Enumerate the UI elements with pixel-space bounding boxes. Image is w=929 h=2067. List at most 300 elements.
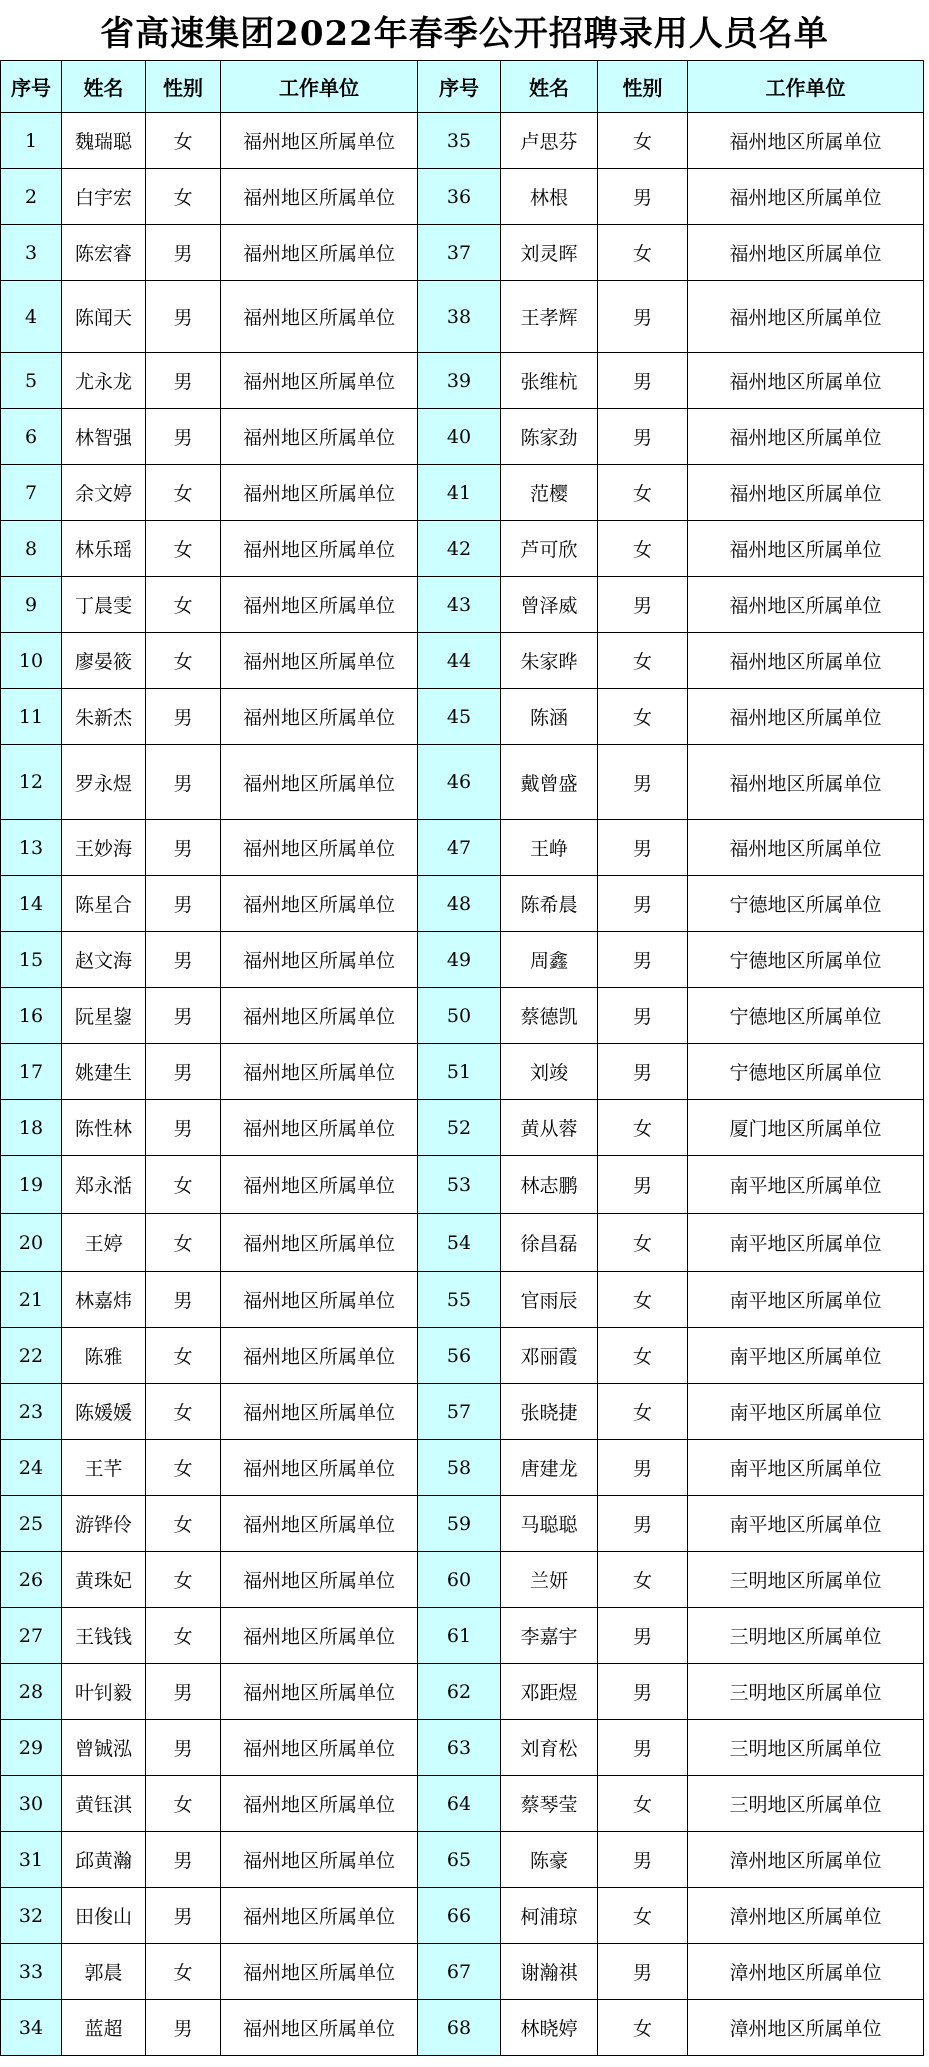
- name-cell-left: 郑永湉: [62, 1156, 146, 1214]
- unit-cell-right: 福州地区所属单位: [688, 281, 924, 353]
- seq-cell-left: 18: [1, 1100, 62, 1156]
- seq-cell-right: 41: [418, 465, 501, 521]
- name-cell-left: 陈性林: [62, 1100, 146, 1156]
- name-cell-right: 芦可欣: [501, 521, 598, 577]
- seq-cell-left: 32: [1, 1888, 62, 1944]
- unit-cell-right: 三明地区所属单位: [688, 1720, 924, 1776]
- seq-cell-left: 21: [1, 1272, 62, 1328]
- unit-cell-right: 漳州地区所属单位: [688, 1832, 924, 1888]
- sex-cell-right: 男: [598, 1156, 688, 1214]
- unit-cell-right: 南平地区所属单位: [688, 1214, 924, 1272]
- name-cell-right: 周鑫: [501, 932, 598, 988]
- name-cell-right: 张晓捷: [501, 1384, 598, 1440]
- sex-cell-right: 男: [598, 932, 688, 988]
- table-row: [1, 1552, 924, 1608]
- name-cell-right: 陈家劲: [501, 409, 598, 465]
- unit-cell-left: 福州地区所属单位: [221, 409, 418, 465]
- unit-cell-left: 福州地区所属单位: [221, 1272, 418, 1328]
- seq-cell-right: 39: [418, 353, 501, 409]
- seq-cell-right: 36: [418, 169, 501, 225]
- sex-cell-right: 男: [598, 1832, 688, 1888]
- sex-cell-right: 女: [598, 521, 688, 577]
- unit-cell-right: 福州地区所属单位: [688, 745, 924, 820]
- table-header-row: [1, 61, 924, 113]
- unit-cell-left: 福州地区所属单位: [221, 745, 418, 820]
- unit-cell-right: 福州地区所属单位: [688, 409, 924, 465]
- seq-cell-left: 8: [1, 521, 62, 577]
- sex-cell-left: 女: [146, 1440, 221, 1496]
- sex-cell-right: 男: [598, 1664, 688, 1720]
- seq-cell-left: 25: [1, 1496, 62, 1552]
- sex-cell-left: 男: [146, 1044, 221, 1100]
- table-row: [1, 1044, 924, 1100]
- unit-cell-left: 福州地区所属单位: [221, 1552, 418, 1608]
- unit-cell-right: 福州地区所属单位: [688, 577, 924, 633]
- sex-cell-right: 女: [598, 1328, 688, 1384]
- header-sex-right: 性别: [598, 61, 688, 113]
- name-cell-right: 张维杭: [501, 353, 598, 409]
- unit-cell-left: 福州地区所属单位: [221, 225, 418, 281]
- name-cell-right: 陈豪: [501, 1832, 598, 1888]
- name-cell-right: 刘竣: [501, 1044, 598, 1100]
- name-cell-right: 蔡琴莹: [501, 1776, 598, 1832]
- table-row: [1, 409, 924, 465]
- sex-cell-right: 女: [598, 633, 688, 689]
- unit-cell-right: 福州地区所属单位: [688, 169, 924, 225]
- unit-cell-left: 福州地区所属单位: [221, 1888, 418, 1944]
- unit-cell-left: 福州地区所属单位: [221, 521, 418, 577]
- name-cell-right: 马聪聪: [501, 1496, 598, 1552]
- table-row: [1, 988, 924, 1044]
- unit-cell-right: 漳州地区所属单位: [688, 1944, 924, 2000]
- sex-cell-left: 女: [146, 1776, 221, 1832]
- table-row: [1, 113, 924, 169]
- header-name-left: 姓名: [62, 61, 146, 113]
- name-cell-left: 魏瑞聪: [62, 113, 146, 169]
- unit-cell-left: 福州地区所属单位: [221, 281, 418, 353]
- sex-cell-left: 男: [146, 1272, 221, 1328]
- seq-cell-right: 62: [418, 1664, 501, 1720]
- sex-cell-left: 女: [146, 1384, 221, 1440]
- sex-cell-left: 男: [146, 1832, 221, 1888]
- seq-cell-right: 66: [418, 1888, 501, 1944]
- unit-cell-left: 福州地区所属单位: [221, 577, 418, 633]
- unit-cell-left: 福州地区所属单位: [221, 1440, 418, 1496]
- table-row: [1, 465, 924, 521]
- table-row: [1, 633, 924, 689]
- sex-cell-left: 女: [146, 1214, 221, 1272]
- name-cell-right: 邓距煜: [501, 1664, 598, 1720]
- table-row: [1, 2000, 924, 2056]
- name-cell-left: 陈星合: [62, 876, 146, 932]
- name-cell-right: 徐昌磊: [501, 1214, 598, 1272]
- seq-cell-left: 26: [1, 1552, 62, 1608]
- unit-cell-left: 福州地区所属单位: [221, 633, 418, 689]
- header-seq-right: 序号: [418, 61, 501, 113]
- sex-cell-left: 女: [146, 465, 221, 521]
- name-cell-right: 林志鹏: [501, 1156, 598, 1214]
- seq-cell-right: 65: [418, 1832, 501, 1888]
- seq-cell-left: 19: [1, 1156, 62, 1214]
- name-cell-left: 黄珠妃: [62, 1552, 146, 1608]
- name-cell-left: 罗永煜: [62, 745, 146, 820]
- sex-cell-left: 男: [146, 1100, 221, 1156]
- name-cell-left: 王婷: [62, 1214, 146, 1272]
- unit-cell-right: 南平地区所属单位: [688, 1384, 924, 1440]
- table-row: [1, 1664, 924, 1720]
- sex-cell-right: 女: [598, 225, 688, 281]
- seq-cell-left: 33: [1, 1944, 62, 2000]
- name-cell-left: 王芊: [62, 1440, 146, 1496]
- name-cell-right: 王孝辉: [501, 281, 598, 353]
- unit-cell-left: 福州地区所属单位: [221, 1776, 418, 1832]
- name-cell-left: 林嘉炜: [62, 1272, 146, 1328]
- table-row: [1, 521, 924, 577]
- sex-cell-left: 女: [146, 1496, 221, 1552]
- sex-cell-left: 男: [146, 1720, 221, 1776]
- name-cell-right: 蔡德凯: [501, 988, 598, 1044]
- unit-cell-right: 南平地区所属单位: [688, 1272, 924, 1328]
- unit-cell-left: 福州地区所属单位: [221, 1328, 418, 1384]
- name-cell-right: 林晓婷: [501, 2000, 598, 2056]
- name-cell-left: 邱黄瀚: [62, 1832, 146, 1888]
- table-row: [1, 1496, 924, 1552]
- seq-cell-left: 2: [1, 169, 62, 225]
- unit-cell-left: 福州地区所属单位: [221, 1832, 418, 1888]
- table-row: [1, 1214, 924, 1272]
- seq-cell-left: 20: [1, 1214, 62, 1272]
- name-cell-left: 陈媛媛: [62, 1384, 146, 1440]
- seq-cell-left: 17: [1, 1044, 62, 1100]
- unit-cell-left: 福州地区所属单位: [221, 465, 418, 521]
- unit-cell-right: 福州地区所属单位: [688, 465, 924, 521]
- unit-cell-left: 福州地区所属单位: [221, 1044, 418, 1100]
- name-cell-left: 郭晨: [62, 1944, 146, 2000]
- name-cell-left: 游铧伶: [62, 1496, 146, 1552]
- unit-cell-left: 福州地区所属单位: [221, 169, 418, 225]
- seq-cell-right: 50: [418, 988, 501, 1044]
- name-cell-right: 邓丽霞: [501, 1328, 598, 1384]
- seq-cell-right: 63: [418, 1720, 501, 1776]
- table-row: [1, 1832, 924, 1888]
- sex-cell-right: 男: [598, 988, 688, 1044]
- sex-cell-right: 女: [598, 689, 688, 745]
- name-cell-left: 陈宏睿: [62, 225, 146, 281]
- unit-cell-left: 福州地区所属单位: [221, 988, 418, 1044]
- table-row: [1, 876, 924, 932]
- sex-cell-right: 女: [598, 1776, 688, 1832]
- unit-cell-right: 宁德地区所属单位: [688, 1044, 924, 1100]
- unit-cell-right: 宁德地区所属单位: [688, 932, 924, 988]
- table-row: [1, 1384, 924, 1440]
- unit-cell-left: 福州地区所属单位: [221, 1496, 418, 1552]
- name-cell-left: 林乐瑶: [62, 521, 146, 577]
- sex-cell-left: 男: [146, 281, 221, 353]
- table-row: [1, 1440, 924, 1496]
- unit-cell-right: 宁德地区所属单位: [688, 876, 924, 932]
- name-cell-left: 尤永龙: [62, 353, 146, 409]
- sex-cell-right: 男: [598, 1496, 688, 1552]
- table-row: [1, 745, 924, 820]
- name-cell-right: 陈希晨: [501, 876, 598, 932]
- table-row: [1, 1776, 924, 1832]
- sex-cell-left: 男: [146, 409, 221, 465]
- unit-cell-right: 宁德地区所属单位: [688, 988, 924, 1044]
- name-cell-left: 田俊山: [62, 1888, 146, 1944]
- seq-cell-left: 10: [1, 633, 62, 689]
- name-cell-left: 王妙海: [62, 820, 146, 876]
- sex-cell-left: 女: [146, 169, 221, 225]
- seq-cell-left: 11: [1, 689, 62, 745]
- name-cell-left: 林智强: [62, 409, 146, 465]
- table-row: [1, 353, 924, 409]
- name-cell-right: 王峥: [501, 820, 598, 876]
- seq-cell-right: 48: [418, 876, 501, 932]
- unit-cell-left: 福州地区所属单位: [221, 113, 418, 169]
- seq-cell-left: 3: [1, 225, 62, 281]
- sex-cell-right: 女: [598, 2000, 688, 2056]
- name-cell-right: 曾泽威: [501, 577, 598, 633]
- seq-cell-right: 55: [418, 1272, 501, 1328]
- unit-cell-right: 三明地区所属单位: [688, 1664, 924, 1720]
- name-cell-right: 柯浦琼: [501, 1888, 598, 1944]
- name-cell-left: 陈雅: [62, 1328, 146, 1384]
- unit-cell-right: 福州地区所属单位: [688, 113, 924, 169]
- seq-cell-left: 23: [1, 1384, 62, 1440]
- sex-cell-left: 男: [146, 745, 221, 820]
- unit-cell-right: 南平地区所属单位: [688, 1440, 924, 1496]
- unit-cell-left: 福州地区所属单位: [221, 876, 418, 932]
- sex-cell-right: 女: [598, 1384, 688, 1440]
- unit-cell-left: 福州地区所属单位: [221, 689, 418, 745]
- name-cell-left: 王钱钱: [62, 1608, 146, 1664]
- name-cell-left: 余文婷: [62, 465, 146, 521]
- unit-cell-right: 漳州地区所属单位: [688, 2000, 924, 2056]
- seq-cell-right: 53: [418, 1156, 501, 1214]
- name-cell-left: 朱新杰: [62, 689, 146, 745]
- seq-cell-left: 12: [1, 745, 62, 820]
- table-row: [1, 1100, 924, 1156]
- table-row: [1, 1944, 924, 2000]
- unit-cell-right: 福州地区所属单位: [688, 689, 924, 745]
- unit-cell-left: 福州地区所属单位: [221, 1608, 418, 1664]
- sex-cell-right: 男: [598, 577, 688, 633]
- name-cell-left: 阮星鋆: [62, 988, 146, 1044]
- sex-cell-left: 男: [146, 225, 221, 281]
- unit-cell-left: 福州地区所属单位: [221, 1944, 418, 2000]
- name-cell-left: 蓝超: [62, 2000, 146, 2056]
- seq-cell-right: 46: [418, 745, 501, 820]
- seq-cell-left: 29: [1, 1720, 62, 1776]
- name-cell-left: 白宇宏: [62, 169, 146, 225]
- seq-cell-right: 59: [418, 1496, 501, 1552]
- sex-cell-right: 男: [598, 1440, 688, 1496]
- sex-cell-right: 女: [598, 1888, 688, 1944]
- name-cell-left: 廖晏筱: [62, 633, 146, 689]
- seq-cell-left: 24: [1, 1440, 62, 1496]
- name-cell-right: 刘灵晖: [501, 225, 598, 281]
- sex-cell-right: 男: [598, 745, 688, 820]
- sex-cell-right: 女: [598, 1552, 688, 1608]
- seq-cell-right: 43: [418, 577, 501, 633]
- seq-cell-left: 14: [1, 876, 62, 932]
- seq-cell-right: 57: [418, 1384, 501, 1440]
- seq-cell-left: 5: [1, 353, 62, 409]
- seq-cell-right: 51: [418, 1044, 501, 1100]
- sex-cell-left: 女: [146, 1608, 221, 1664]
- seq-cell-left: 22: [1, 1328, 62, 1384]
- name-cell-right: 范樱: [501, 465, 598, 521]
- header-seq-left: 序号: [1, 61, 62, 113]
- sex-cell-right: 男: [598, 1720, 688, 1776]
- name-cell-right: 朱家晔: [501, 633, 598, 689]
- sex-cell-right: 男: [598, 353, 688, 409]
- sex-cell-left: 男: [146, 820, 221, 876]
- seq-cell-left: 13: [1, 820, 62, 876]
- sex-cell-left: 女: [146, 1552, 221, 1608]
- sex-cell-left: 女: [146, 633, 221, 689]
- name-cell-left: 叶钊毅: [62, 1664, 146, 1720]
- seq-cell-right: 42: [418, 521, 501, 577]
- seq-cell-right: 64: [418, 1776, 501, 1832]
- table-row: [1, 689, 924, 745]
- sex-cell-left: 男: [146, 2000, 221, 2056]
- name-cell-right: 戴曾盛: [501, 745, 598, 820]
- unit-cell-right: 福州地区所属单位: [688, 353, 924, 409]
- seq-cell-right: 58: [418, 1440, 501, 1496]
- sex-cell-left: 女: [146, 1328, 221, 1384]
- name-cell-left: 曾铖泓: [62, 1720, 146, 1776]
- unit-cell-left: 福州地区所属单位: [221, 1214, 418, 1272]
- seq-cell-right: 40: [418, 409, 501, 465]
- table-row: [1, 577, 924, 633]
- unit-cell-left: 福州地区所属单位: [221, 353, 418, 409]
- seq-cell-right: 37: [418, 225, 501, 281]
- unit-cell-right: 南平地区所属单位: [688, 1496, 924, 1552]
- unit-cell-left: 福州地区所属单位: [221, 1100, 418, 1156]
- sex-cell-left: 男: [146, 1664, 221, 1720]
- name-cell-left: 陈闻天: [62, 281, 146, 353]
- name-cell-right: 李嘉宇: [501, 1608, 598, 1664]
- seq-cell-right: 49: [418, 932, 501, 988]
- table-row: [1, 1888, 924, 1944]
- table-row: [1, 1608, 924, 1664]
- seq-cell-left: 1: [1, 113, 62, 169]
- header-sex-left: 性别: [146, 61, 221, 113]
- seq-cell-right: 54: [418, 1214, 501, 1272]
- name-cell-right: 黄从蓉: [501, 1100, 598, 1156]
- sex-cell-right: 男: [598, 409, 688, 465]
- name-cell-right: 林根: [501, 169, 598, 225]
- seq-cell-right: 56: [418, 1328, 501, 1384]
- unit-cell-right: 漳州地区所属单位: [688, 1888, 924, 1944]
- sex-cell-left: 女: [146, 1156, 221, 1214]
- sex-cell-right: 男: [598, 281, 688, 353]
- name-cell-left: 丁晨雯: [62, 577, 146, 633]
- header-unit-left: 工作单位: [221, 61, 418, 113]
- sex-cell-left: 男: [146, 353, 221, 409]
- roster-body: [1, 113, 924, 2056]
- document-title: 省高速集团2022年春季公开招聘录用人员名单: [100, 13, 829, 54]
- table-row: [1, 932, 924, 988]
- unit-cell-left: 福州地区所属单位: [221, 1156, 418, 1214]
- unit-cell-right: 厦门地区所属单位: [688, 1100, 924, 1156]
- seq-cell-left: 4: [1, 281, 62, 353]
- seq-cell-right: 68: [418, 2000, 501, 2056]
- name-cell-right: 官雨辰: [501, 1272, 598, 1328]
- unit-cell-right: 三明地区所属单位: [688, 1776, 924, 1832]
- sex-cell-right: 男: [598, 169, 688, 225]
- name-cell-left: 黄钰淇: [62, 1776, 146, 1832]
- seq-cell-right: 35: [418, 113, 501, 169]
- name-cell-left: 赵文海: [62, 932, 146, 988]
- name-cell-right: 刘育松: [501, 1720, 598, 1776]
- seq-cell-left: 9: [1, 577, 62, 633]
- seq-cell-right: 38: [418, 281, 501, 353]
- sex-cell-left: 男: [146, 988, 221, 1044]
- sex-cell-right: 男: [598, 1944, 688, 2000]
- seq-cell-left: 34: [1, 2000, 62, 2056]
- unit-cell-right: 福州地区所属单位: [688, 633, 924, 689]
- table-row: [1, 281, 924, 353]
- seq-cell-right: 60: [418, 1552, 501, 1608]
- name-cell-right: 卢思芬: [501, 113, 598, 169]
- name-cell-right: 兰妍: [501, 1552, 598, 1608]
- table-row: [1, 820, 924, 876]
- seq-cell-right: 47: [418, 820, 501, 876]
- unit-cell-left: 福州地区所属单位: [221, 1384, 418, 1440]
- sex-cell-left: 女: [146, 577, 221, 633]
- seq-cell-right: 45: [418, 689, 501, 745]
- seq-cell-left: 28: [1, 1664, 62, 1720]
- seq-cell-left: 7: [1, 465, 62, 521]
- sex-cell-right: 女: [598, 465, 688, 521]
- unit-cell-right: 福州地区所属单位: [688, 820, 924, 876]
- unit-cell-right: 三明地区所属单位: [688, 1552, 924, 1608]
- seq-cell-left: 15: [1, 932, 62, 988]
- unit-cell-right: 三明地区所属单位: [688, 1608, 924, 1664]
- seq-cell-right: 44: [418, 633, 501, 689]
- sex-cell-left: 男: [146, 876, 221, 932]
- unit-cell-right: 南平地区所属单位: [688, 1156, 924, 1214]
- sex-cell-left: 男: [146, 932, 221, 988]
- unit-cell-left: 福州地区所属单位: [221, 1720, 418, 1776]
- name-cell-right: 谢瀚祺: [501, 1944, 598, 2000]
- seq-cell-left: 27: [1, 1608, 62, 1664]
- unit-cell-right: 福州地区所属单位: [688, 521, 924, 577]
- sex-cell-right: 男: [598, 1044, 688, 1100]
- seq-cell-left: 31: [1, 1832, 62, 1888]
- table-row: [1, 1156, 924, 1214]
- sex-cell-right: 男: [598, 876, 688, 932]
- sex-cell-left: 男: [146, 1888, 221, 1944]
- unit-cell-left: 福州地区所属单位: [221, 932, 418, 988]
- seq-cell-left: 16: [1, 988, 62, 1044]
- name-cell-right: 陈涵: [501, 689, 598, 745]
- sex-cell-right: 女: [598, 1214, 688, 1272]
- sex-cell-left: 女: [146, 1944, 221, 2000]
- table-row: [1, 225, 924, 281]
- roster-table: [0, 60, 924, 2056]
- table-row: [1, 1328, 924, 1384]
- seq-cell-left: 6: [1, 409, 62, 465]
- sex-cell-left: 女: [146, 113, 221, 169]
- name-cell-left: 姚建生: [62, 1044, 146, 1100]
- table-row: [1, 169, 924, 225]
- sex-cell-left: 女: [146, 521, 221, 577]
- unit-cell-left: 福州地区所属单位: [221, 820, 418, 876]
- unit-cell-right: 南平地区所属单位: [688, 1328, 924, 1384]
